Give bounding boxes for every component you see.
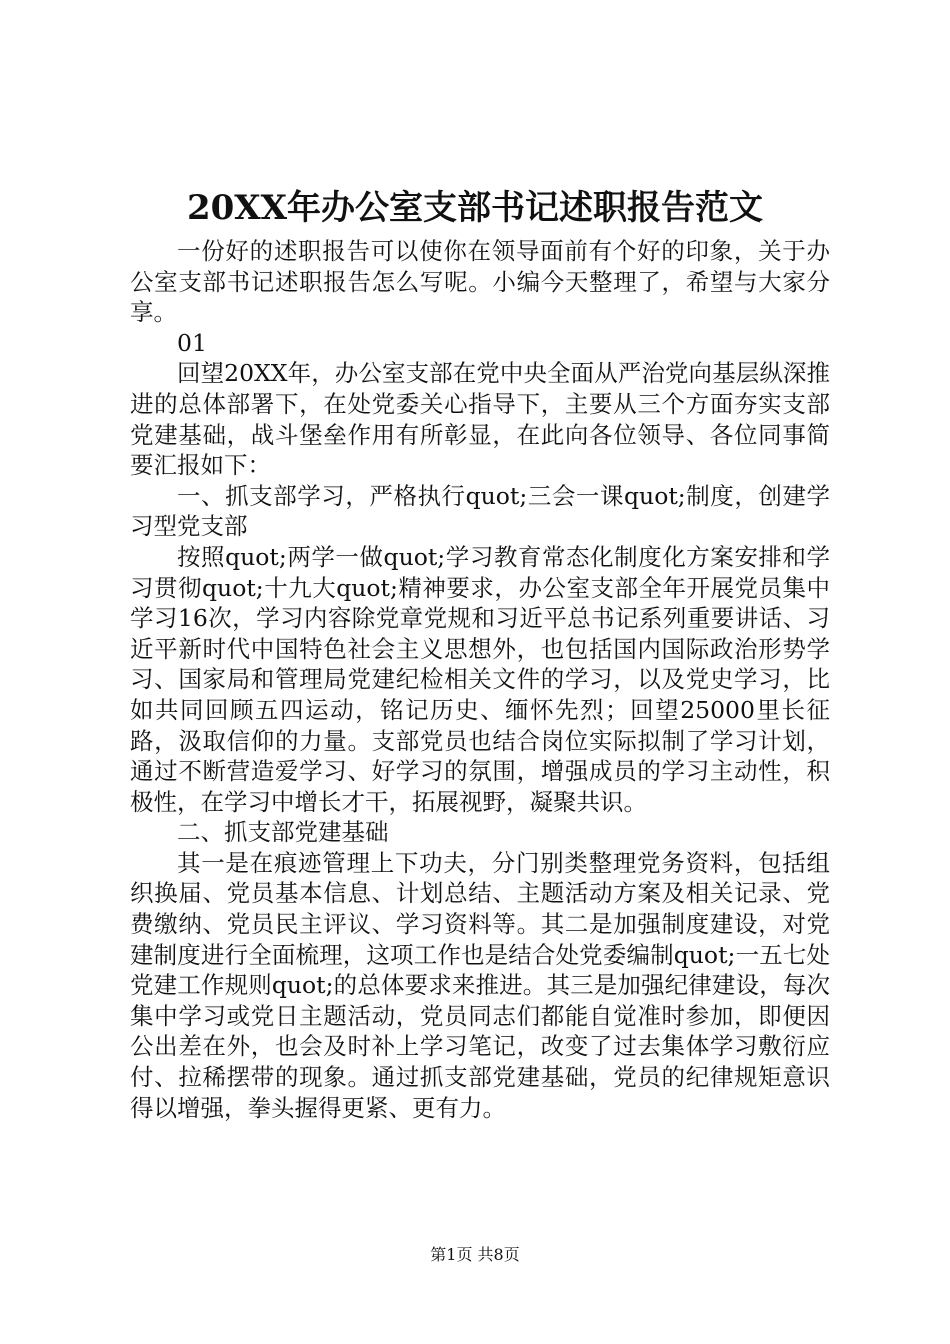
section-heading-study: 一、抓支部学习，严格执行quot;三会一课quot;制度，创建学习型党支部	[130, 481, 830, 541]
document-body	[130, 236, 830, 1123]
foundation-paragraph: 其一是在痕迹管理上下功夫，分门别类整理党务资料，包括组织换届、党员基本信息、计划总结、主题活动方案及相关记录、党费缴纳、党员民主评议、学习资料等。其二是加强制度建设，对党建制度进行全面梳理，这项工作也是结合处党委编制quot;一五七处党建工作规则quot;的总体要求来推进。其三是加强纪律建设，每次集中学习或党日主题活动，党员同志们都能自觉准时参加，即便因公出差在外，也会及时补上学习笔记，改变了过去集体学习敷衍应付、拉稀摆带的现象。通过抓支部党建基础，党员的纪律规矩意识得以增强，拳头握得更紧、更有力。	[130, 848, 830, 1122]
review-paragraph: 回望20XX年，办公室支部在党中央全面从严治党向基层纵深推进的总体部署下，在处党委关心指导下，主要从三个方面夯实支部党建基础，战斗堡垒作用有所彰显，在此向各位领导、各位同事简要汇报如下：	[130, 359, 830, 480]
document-title: 20XX年办公室支部书记述职报告范文	[186, 188, 764, 228]
study-paragraph: 按照quot;两学一做quot;学习教育常态化制度化方案安排和学习贯彻quot;十九大quot;精神要求，办公室支部全年开展党员集中学习16次，学习内容除党章党规和习近平总书记系列重要讲话、习近平新时代中国特色社会主义思想外，也包括国内国际政治形势学习、国家局和管理局党建纪检相关文件的学习，以及党史学习，比如共同回顾五四运动，铭记历史、缅怀先烈；回望25000里长征路，汲取信仰的力量。支部党员也结合岗位实际拟制了学习计划，通过不断营造爱学习、好学习的氛围，增强成员的学习主动性，积极性，在学习中增长才干，拓展视野，凝聚共识。	[130, 542, 830, 816]
section-heading-foundation: 二、抓支部党建基础	[177, 818, 389, 847]
page-footer: 第1页 共8页	[430, 1245, 520, 1264]
intro-paragraph: 一份好的述职报告可以使你在领导面前有个好的印象，关于办公室支部书记述职报告怎么写呢。小编今天整理了，希望与大家分享。	[130, 237, 830, 327]
section-number: 01	[177, 328, 207, 357]
